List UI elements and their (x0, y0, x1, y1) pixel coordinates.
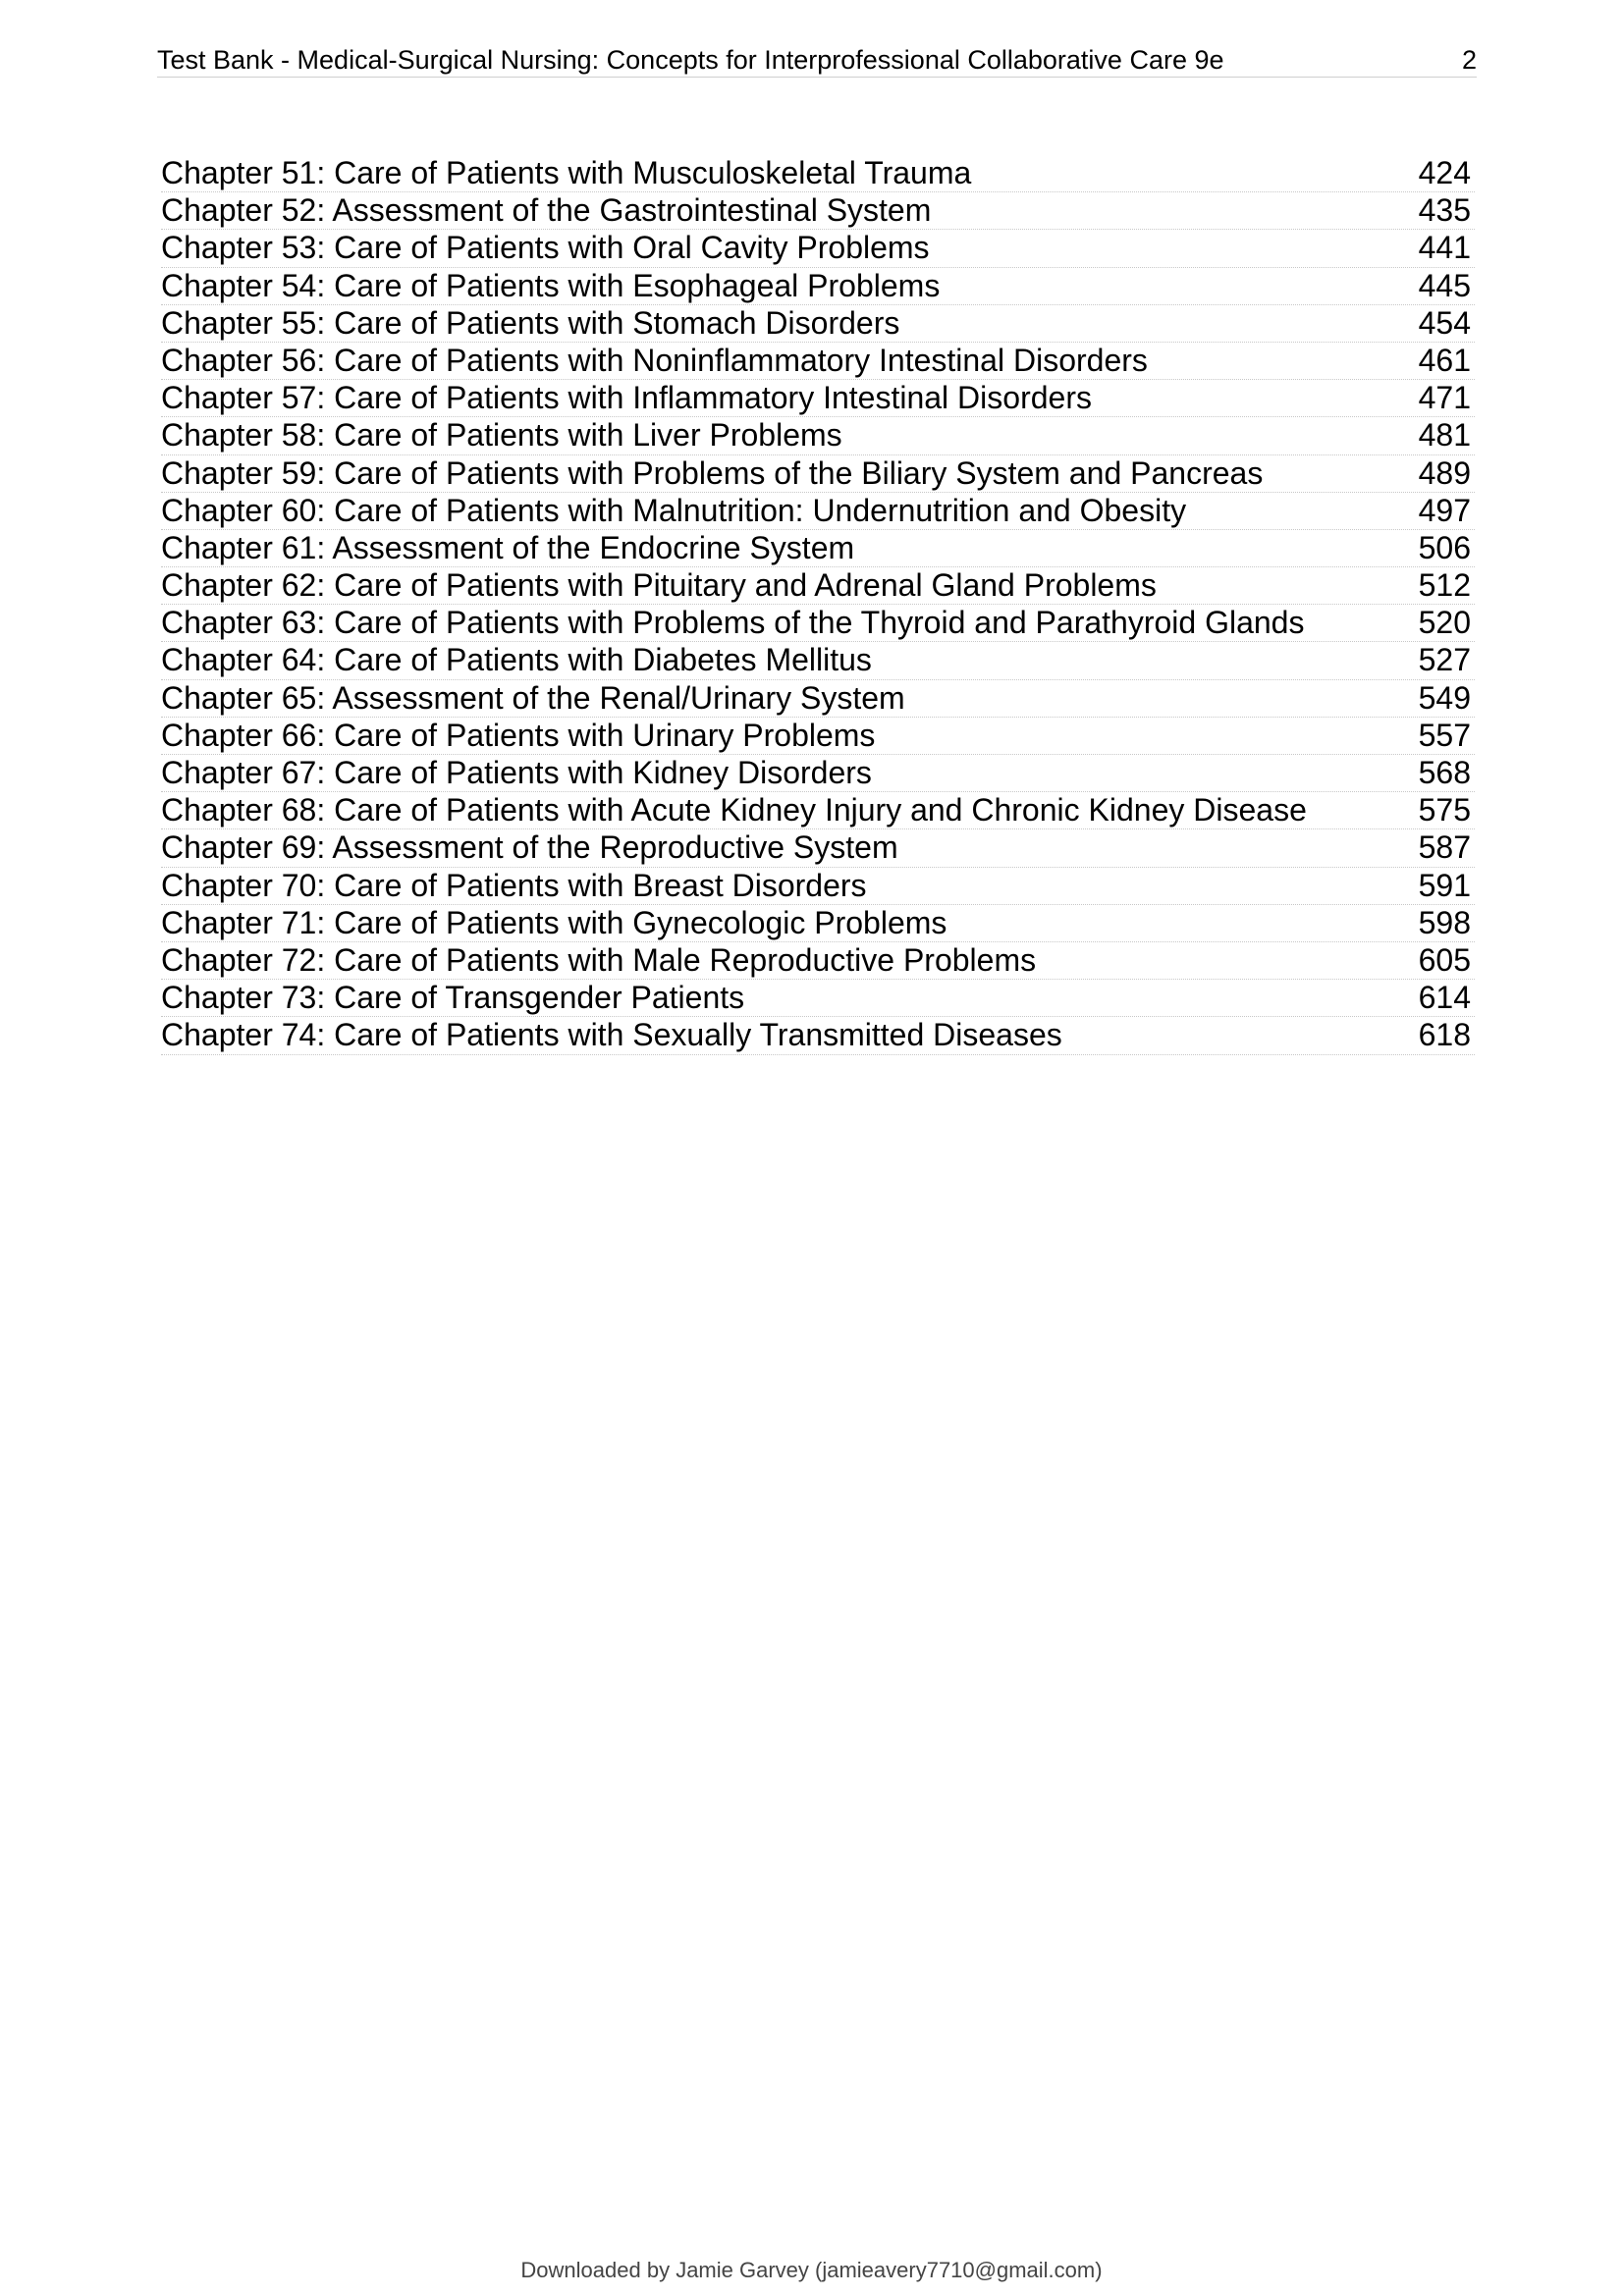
toc-entry-title: Chapter 61: Assessment of the Endocrine System (161, 529, 855, 565)
toc-entry-title: Chapter 53: Care of Patients with Oral Cavity Problems (161, 230, 930, 266)
toc-entry-title: Chapter 51: Care of Patients with Musculoskeletal Trauma (161, 155, 972, 190)
toc-entry[interactable] (161, 642, 1475, 679)
toc-entry[interactable] (161, 680, 1475, 718)
toc-entry-page: 481 (1418, 417, 1471, 454)
toc-entry-title: Chapter 67: Care of Patients with Kidney Disorders (161, 755, 872, 790)
toc-entry[interactable] (161, 455, 1475, 493)
toc-entry[interactable] (161, 192, 1475, 230)
toc-entry[interactable] (161, 1017, 1475, 1054)
toc-entry[interactable] (161, 980, 1475, 1017)
toc-entry[interactable] (161, 417, 1475, 454)
toc-entry-page: 424 (1418, 155, 1471, 190)
toc-entry[interactable] (161, 567, 1475, 605)
toc-entry-title: Chapter 63: Care of Patients with Problems of the Thyroid and Parathyroid Glands (161, 605, 1305, 641)
toc-entry-page: 618 (1418, 1017, 1471, 1053)
toc-entry[interactable] (161, 380, 1475, 417)
toc-entry[interactable] (161, 792, 1475, 829)
toc-entry-page: 512 (1418, 567, 1471, 604)
toc-entry[interactable] (161, 305, 1475, 343)
toc-entry-page: 441 (1418, 230, 1471, 266)
toc-entry-title: Chapter 52: Assessment of the Gastrointestinal System (161, 192, 932, 229)
page-number: 2 (1461, 45, 1477, 75)
page-header (157, 43, 1477, 78)
toc-entry-page: 435 (1418, 192, 1471, 229)
toc-entry-title: Chapter 55: Care of Patients with Stomach Disorders (161, 304, 900, 341)
toc-entry-page: 461 (1418, 342, 1471, 378)
toc-entry-title: Chapter 71: Care of Patients with Gynecologic Problems (161, 904, 947, 940)
toc-entry[interactable] (161, 268, 1475, 305)
toc-entry[interactable] (161, 493, 1475, 530)
toc-entry-page: 527 (1418, 642, 1471, 678)
toc-entry[interactable] (161, 230, 1475, 267)
toc-entry-page: 568 (1418, 755, 1471, 790)
toc-entry[interactable] (161, 718, 1475, 755)
toc-entry-title: Chapter 72: Care of Patients with Male Reproductive Problems (161, 941, 1037, 978)
toc-entry-title: Chapter 74: Care of Patients with Sexually Transmitted Diseases (161, 1017, 1062, 1053)
toc-entry-title: Chapter 69: Assessment of the Reproductive System (161, 829, 898, 866)
toc-entry-title: Chapter 68: Care of Patients with Acute Kidney Injury and Chronic Kidney Disease (161, 792, 1307, 828)
toc-entry-title: Chapter 59: Care of Patients with Problems of the Biliary System and Pancreas (161, 454, 1264, 491)
toc-entry-title: Chapter 54: Care of Patients with Esophageal Problems (161, 267, 941, 303)
toc-entry[interactable] (161, 868, 1475, 905)
toc-entry-title: Chapter 73: Care of Transgender Patients (161, 980, 745, 1016)
toc-entry-page: 598 (1418, 904, 1471, 940)
toc-entry-page: 520 (1418, 605, 1471, 641)
table-of-contents (161, 155, 1475, 1055)
toc-entry-title: Chapter 65: Assessment of the Renal/Urinary System (161, 679, 905, 716)
toc-entry-title: Chapter 56: Care of Patients with Noninflammatory Intestinal Disorders (161, 342, 1148, 378)
toc-entry-page: 471 (1418, 380, 1471, 416)
toc-entry-page: 557 (1418, 717, 1471, 753)
toc-entry-page: 591 (1418, 867, 1471, 903)
toc-entry-title: Chapter 66: Care of Patients with Urinary Problems (161, 717, 876, 753)
toc-entry-page: 614 (1418, 980, 1471, 1016)
toc-entry-page: 445 (1418, 267, 1471, 303)
toc-entry-page: 454 (1418, 304, 1471, 341)
toc-entry[interactable] (161, 942, 1475, 980)
toc-entry-title: Chapter 64: Care of Patients with Diabetes Mellitus (161, 642, 872, 678)
toc-entry-title: Chapter 60: Care of Patients with Malnutrition: Undernutrition and Obesity (161, 492, 1187, 528)
toc-entry-page: 605 (1418, 941, 1471, 978)
toc-entry-page: 497 (1418, 492, 1471, 528)
toc-entry-page: 489 (1418, 454, 1471, 491)
toc-entry[interactable] (161, 530, 1475, 567)
toc-entry-title: Chapter 70: Care of Patients with Breast Disorders (161, 867, 867, 903)
toc-entry-title: Chapter 57: Care of Patients with Inflammatory Intestinal Disorders (161, 380, 1092, 416)
toc-entry[interactable] (161, 343, 1475, 380)
document-title: Test Bank - Medical-Surgical Nursing: Concepts for Interprofessional Collaborative Care 9e (157, 45, 1224, 75)
toc-entry-page: 575 (1418, 792, 1471, 828)
toc-entry[interactable] (161, 755, 1475, 792)
download-footer: Downloaded by Jamie Garvey (jamieavery7710@gmail.com) (520, 2258, 1103, 2282)
toc-entry-title: Chapter 62: Care of Patients with Pituitary and Adrenal Gland Problems (161, 567, 1157, 604)
toc-entry-page: 549 (1418, 679, 1471, 716)
toc-entry-page: 506 (1418, 529, 1471, 565)
toc-entry-title: Chapter 58: Care of Patients with Liver Problems (161, 417, 842, 454)
toc-entry[interactable] (161, 155, 1475, 192)
toc-entry-page: 587 (1418, 829, 1471, 866)
toc-entry[interactable] (161, 605, 1475, 642)
toc-entry[interactable] (161, 829, 1475, 867)
toc-entry[interactable] (161, 905, 1475, 942)
